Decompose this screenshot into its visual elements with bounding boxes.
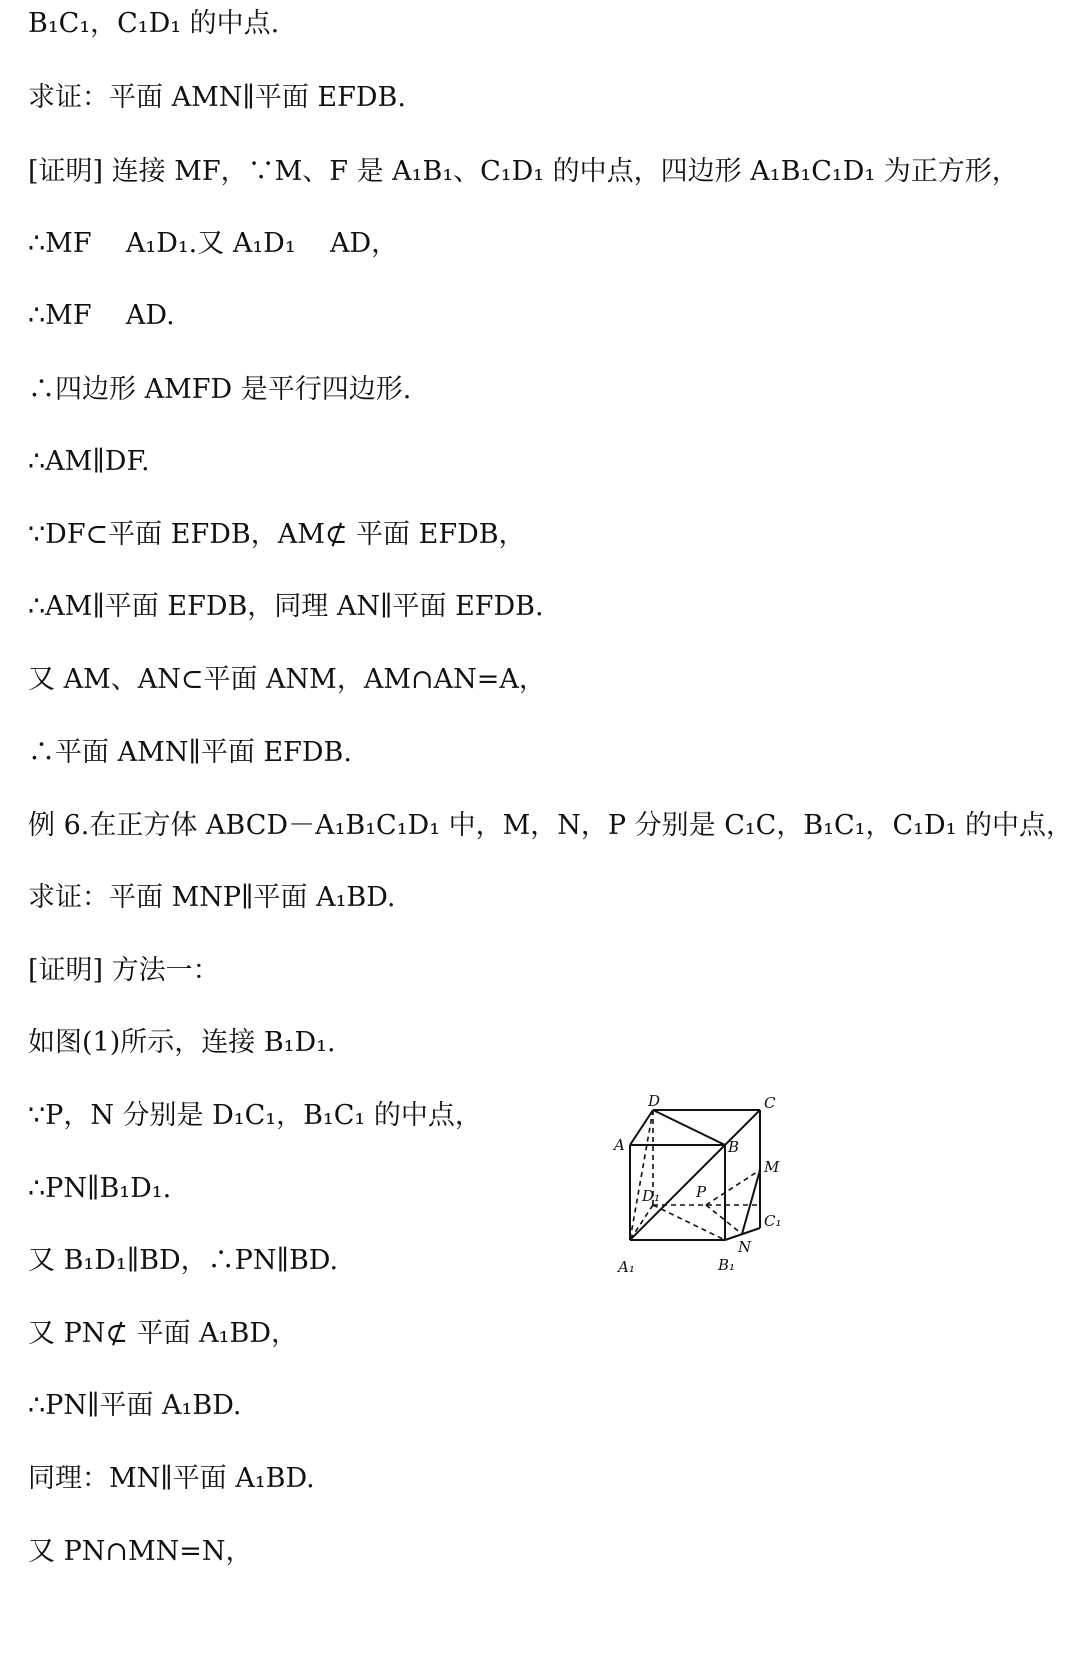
- text-line: ∴AM∥平面 EFDB，同理 AN∥平面 EFDB.: [28, 591, 544, 622]
- text-line: ∵P，N 分别是 D₁C₁，B₁C₁ 的中点，: [28, 1100, 482, 1131]
- text-line: 求证：平面 AMN∥平面 EFDB.: [28, 82, 406, 113]
- text-line: 又 PN∩MN=N，: [28, 1536, 253, 1567]
- text-line: 又 AM、AN⊂平面 ANM，AM∩AN=A，: [28, 664, 546, 695]
- text-line: 同理：MN∥平面 A₁BD.: [28, 1463, 315, 1494]
- text-line: [证明] 连接 MF，∵M、F 是 A₁B₁、C₁D₁ 的中点，四边形 A₁B₁C₁D₁ 为正方形，: [28, 156, 1019, 187]
- text-line: B₁C₁，C₁D₁ 的中点.: [28, 8, 280, 39]
- vertex-label-M: M: [764, 1158, 780, 1176]
- vertex-label-D: D: [648, 1092, 661, 1110]
- text-line: ∴平面 AMN∥平面 EFDB.: [28, 737, 352, 768]
- text-line: ∴AM∥DF.: [28, 446, 150, 477]
- edge-D1A1: [630, 1205, 653, 1240]
- segment-D1B1: [653, 1205, 725, 1240]
- vertex-label-P: P: [696, 1183, 707, 1201]
- text-line: ∴MF AD.: [28, 300, 175, 331]
- text-line: ∴PN∥B₁D₁.: [28, 1173, 172, 1204]
- text-line: [证明] 方法一：: [28, 955, 220, 986]
- vertex-label-A1: A₁: [618, 1258, 635, 1276]
- cube-figure: [614, 1092, 830, 1310]
- text-line: ∵DF⊂平面 EFDB，AM⊄ 平面 EFDB，: [28, 519, 526, 550]
- edge-DA: [630, 1110, 653, 1145]
- vertex-label-C: C: [764, 1094, 776, 1112]
- vertex-label-C1: C₁: [764, 1212, 782, 1230]
- vertex-label-N: N: [738, 1238, 752, 1256]
- text-line: ∴MF A₁D₁.又 A₁D₁ AD，: [28, 228, 399, 259]
- vertex-label-B: B: [728, 1138, 740, 1156]
- vertex-label-D1: D₁: [642, 1187, 661, 1205]
- text-line: 如图(1)所示，连接 B₁D₁.: [28, 1027, 336, 1058]
- text-line: 又 B₁D₁∥BD，∴PN∥BD.: [28, 1245, 339, 1276]
- segment-DB: [653, 1110, 725, 1145]
- text-line: 又 PN⊄ 平面 A₁BD，: [28, 1318, 298, 1349]
- vertex-label-B1: B₁: [718, 1256, 736, 1274]
- vertex-label-A: A: [614, 1136, 625, 1154]
- text-line: 求证：平面 MNP∥平面 A₁BD.: [28, 882, 396, 913]
- text-line: ∴PN∥平面 A₁BD.: [28, 1390, 242, 1421]
- text-line: 例 6.在正方体 ABCD－A₁B₁C₁D₁ 中，M，N，P 分别是 C₁C，B₁C₁，C₁D₁ 的中点，: [28, 810, 1074, 841]
- text-line: ∴四边形 AMFD 是平行四边形.: [28, 374, 412, 405]
